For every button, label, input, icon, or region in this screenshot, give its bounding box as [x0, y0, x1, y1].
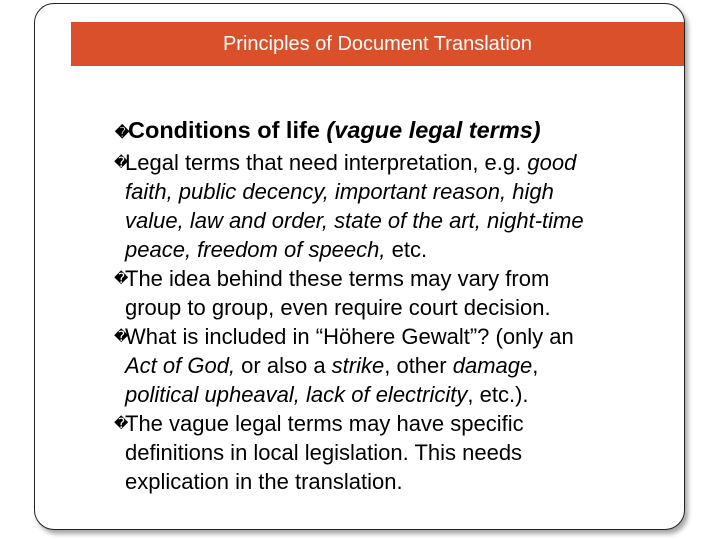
bullet-item — [115, 148, 675, 264]
text: , etc.). — [467, 382, 529, 407]
bullet-list — [115, 148, 675, 496]
bullet-line — [125, 235, 675, 264]
text: or also a — [235, 353, 332, 378]
text: Legal terms that need interpretation, e.g. — [125, 150, 528, 175]
heading-text: Conditions of life — [128, 117, 327, 143]
bullet-item — [115, 409, 675, 496]
italic-text: political upheaval, lack of electricity — [125, 382, 468, 407]
text: What is included in “Höhere Gewalt”? (only an — [125, 324, 574, 349]
text: etc. — [385, 237, 428, 262]
bullet-line — [125, 467, 675, 496]
slide-content — [115, 112, 675, 496]
text: explication in the translation. — [125, 469, 403, 494]
bullet-line — [125, 264, 675, 293]
bullet-icon: � — [114, 270, 129, 286]
bullet-line — [125, 438, 675, 467]
text: , other — [384, 353, 453, 378]
text: definitions in local legislation. This needs — [125, 440, 523, 465]
bullet-line — [125, 409, 675, 438]
bullet-icon: � — [114, 415, 129, 431]
italic-text: strike — [331, 353, 385, 378]
bullet-item — [115, 322, 675, 409]
bullet-line — [125, 293, 675, 322]
heading-bullet — [115, 112, 675, 148]
bullet-line — [125, 148, 675, 177]
slide-title: Principles of Document Translation — [71, 22, 684, 66]
text: group to group, even require court decision. — [125, 295, 551, 320]
italic-text: Act of God, — [125, 353, 236, 378]
bullet-line — [125, 322, 675, 351]
italic-text: peace, freedom of speech, — [125, 237, 386, 262]
bullet-line — [125, 177, 675, 206]
bullet-line — [125, 380, 675, 409]
bullet-icon: � — [114, 154, 129, 170]
bullet-line — [125, 206, 675, 235]
heading-italic-text: (vague legal terms) — [326, 117, 541, 143]
bullet-item — [115, 264, 675, 322]
text: , — [532, 353, 539, 378]
italic-text: damage — [452, 353, 533, 378]
bullet-icon: � — [114, 328, 129, 344]
italic-text: good — [527, 150, 577, 175]
italic-text: value, law and order, state of the art, night-time — [125, 208, 584, 233]
italic-text: faith, public decency, important reason, high — [125, 179, 554, 204]
bullet-icon: � — [115, 124, 130, 140]
text: The idea behind these terms may vary from — [125, 266, 550, 291]
text: The vague legal terms may have specific — [125, 411, 524, 436]
bullet-line — [125, 351, 675, 380]
